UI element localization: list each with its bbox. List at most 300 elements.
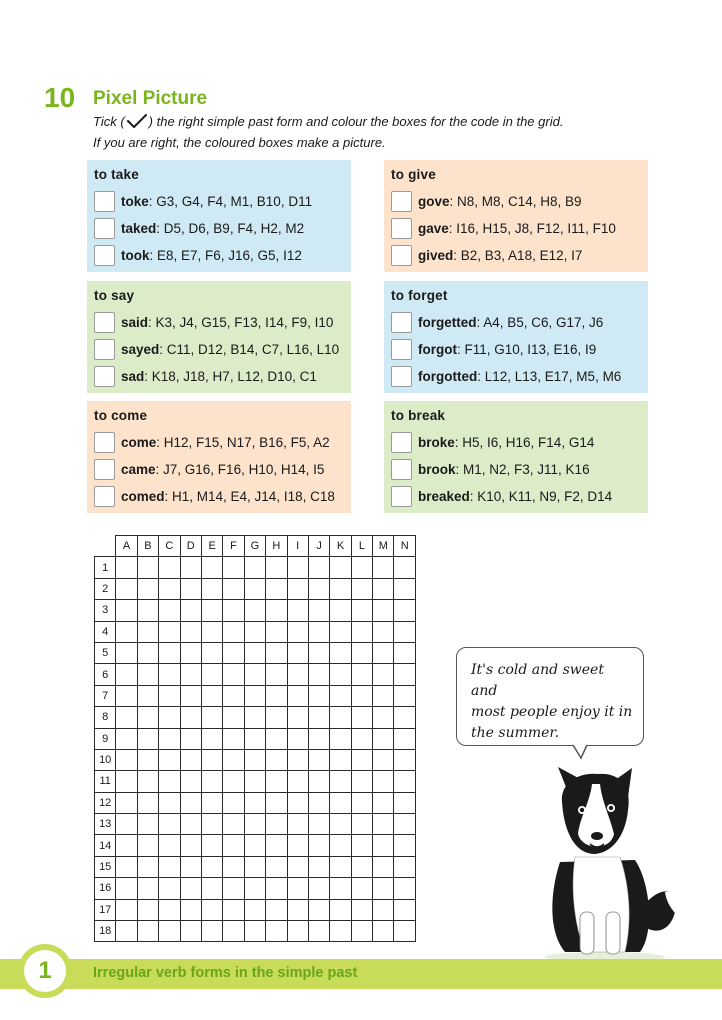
grid-cell[interactable]: [201, 878, 222, 899]
grid-codes: : N8, M8, C14, H8, B9: [449, 194, 582, 209]
grid-cell[interactable]: [287, 921, 308, 942]
grid-cell[interactable]: [330, 792, 351, 813]
grid-cell[interactable]: [201, 707, 222, 728]
grid-cell[interactable]: [394, 642, 415, 663]
grid-cell[interactable]: [373, 728, 394, 749]
grid-cell[interactable]: [330, 749, 351, 770]
grid-cell[interactable]: [330, 814, 351, 835]
grid-cell[interactable]: [159, 899, 180, 920]
grid-cell[interactable]: [137, 578, 158, 599]
grid-cell[interactable]: [244, 728, 265, 749]
grid-cell[interactable]: [373, 899, 394, 920]
grid-cell[interactable]: [287, 771, 308, 792]
option-label: [121, 435, 330, 450]
grid-cell[interactable]: [394, 835, 415, 856]
grid-cell[interactable]: [180, 707, 201, 728]
grid-cell[interactable]: [287, 728, 308, 749]
grid-cell[interactable]: [201, 664, 222, 685]
grid-cell[interactable]: [394, 621, 415, 642]
grid-cell[interactable]: [351, 578, 372, 599]
grid-row: [95, 792, 416, 813]
grid-cell[interactable]: [330, 921, 351, 942]
grid-cell[interactable]: [180, 557, 201, 578]
grid-cell[interactable]: [308, 792, 329, 813]
grid-cell[interactable]: [116, 685, 137, 706]
grid-cell[interactable]: [116, 578, 137, 599]
grid-cell[interactable]: [308, 621, 329, 642]
grid-cell[interactable]: [394, 557, 415, 578]
grid-cell[interactable]: [266, 578, 287, 599]
grid-cell[interactable]: [116, 707, 137, 728]
grid-cell[interactable]: [244, 621, 265, 642]
grid-cell[interactable]: [266, 749, 287, 770]
grid-cell[interactable]: [287, 707, 308, 728]
grid-cell[interactable]: [266, 664, 287, 685]
grid-cell[interactable]: [159, 856, 180, 877]
grid-cell[interactable]: [201, 856, 222, 877]
grid-cell[interactable]: [137, 642, 158, 663]
grid-cell[interactable]: [180, 749, 201, 770]
tick-checkbox[interactable]: [391, 245, 412, 266]
grid-cell[interactable]: [330, 878, 351, 899]
grid-cell[interactable]: [201, 578, 222, 599]
grid-cell[interactable]: [244, 749, 265, 770]
grid-cell[interactable]: [223, 707, 244, 728]
grid-cell[interactable]: [223, 814, 244, 835]
grid-cell[interactable]: [159, 707, 180, 728]
grid-cell[interactable]: [266, 856, 287, 877]
grid-cell[interactable]: [394, 878, 415, 899]
grid-cell[interactable]: [159, 728, 180, 749]
grid-cell[interactable]: [351, 921, 372, 942]
grid-cell[interactable]: [244, 814, 265, 835]
verb-form: broke: [418, 435, 455, 450]
grid-cell[interactable]: [287, 685, 308, 706]
grid-cell[interactable]: [287, 835, 308, 856]
tick-checkbox[interactable]: [391, 432, 412, 453]
grid-cell[interactable]: [351, 814, 372, 835]
grid-cell[interactable]: [308, 835, 329, 856]
option-row: [94, 456, 343, 483]
grid-cell[interactable]: [223, 749, 244, 770]
grid-cell[interactable]: [201, 771, 222, 792]
grid-cell[interactable]: [394, 814, 415, 835]
grid-cell[interactable]: [330, 707, 351, 728]
grid-cell[interactable]: [266, 685, 287, 706]
grid-cell[interactable]: [308, 899, 329, 920]
option-label: [121, 462, 324, 477]
grid-cell[interactable]: [223, 685, 244, 706]
grid-cell[interactable]: [137, 557, 158, 578]
grid-cell[interactable]: [180, 578, 201, 599]
grid-cell[interactable]: [159, 792, 180, 813]
grid-cell[interactable]: [266, 728, 287, 749]
grid-cell[interactable]: [287, 578, 308, 599]
tick-checkbox[interactable]: [391, 486, 412, 507]
grid-cell[interactable]: [180, 792, 201, 813]
verb-form: came: [121, 462, 156, 477]
grid-cell[interactable]: [287, 749, 308, 770]
grid-cell[interactable]: [308, 814, 329, 835]
grid-cell[interactable]: [223, 835, 244, 856]
grid-cell[interactable]: [351, 621, 372, 642]
grid-cell[interactable]: [308, 578, 329, 599]
grid-cell[interactable]: [180, 642, 201, 663]
grid-cell[interactable]: [244, 899, 265, 920]
grid-cell[interactable]: [373, 878, 394, 899]
grid-cell[interactable]: [116, 600, 137, 621]
grid-codes: : C11, D12, B14, C7, L16, L10: [159, 342, 340, 357]
grid-cell[interactable]: [137, 749, 158, 770]
exercise-title: Pixel Picture: [93, 88, 208, 109]
tick-checkbox[interactable]: [94, 432, 115, 453]
grid-cell[interactable]: [266, 771, 287, 792]
option-label: [418, 435, 594, 450]
grid-cell[interactable]: [394, 749, 415, 770]
grid-cell[interactable]: [137, 792, 158, 813]
grid-cell[interactable]: [287, 664, 308, 685]
grid-cell[interactable]: [394, 856, 415, 877]
grid-cell[interactable]: [180, 600, 201, 621]
grid-cell[interactable]: [159, 557, 180, 578]
grid-cell[interactable]: [287, 557, 308, 578]
grid-cell[interactable]: [223, 557, 244, 578]
grid-cell[interactable]: [373, 642, 394, 663]
grid-cell[interactable]: [223, 792, 244, 813]
grid-cell[interactable]: [244, 792, 265, 813]
grid-cell[interactable]: [266, 600, 287, 621]
grid-cell[interactable]: [180, 878, 201, 899]
grid-cell[interactable]: [180, 685, 201, 706]
grid-cell[interactable]: [308, 771, 329, 792]
tick-checkbox[interactable]: [94, 312, 115, 333]
option-row: [391, 363, 640, 390]
grid-row: [95, 749, 416, 770]
grid-cell[interactable]: [308, 878, 329, 899]
grid-cell[interactable]: [223, 600, 244, 621]
grid-cell[interactable]: [266, 707, 287, 728]
grid-cell[interactable]: [244, 771, 265, 792]
grid-cell[interactable]: [244, 642, 265, 663]
grid-cell[interactable]: [244, 856, 265, 877]
grid-cell[interactable]: [180, 771, 201, 792]
grid-cell[interactable]: [159, 878, 180, 899]
grid-cell[interactable]: [351, 557, 372, 578]
grid-cell[interactable]: [287, 899, 308, 920]
grid-cell[interactable]: [373, 835, 394, 856]
grid-cell[interactable]: [137, 878, 158, 899]
grid-cell[interactable]: [223, 878, 244, 899]
grid-cell[interactable]: [201, 899, 222, 920]
grid-cell[interactable]: [330, 685, 351, 706]
grid-cell[interactable]: [137, 600, 158, 621]
grid-cell[interactable]: [201, 921, 222, 942]
grid-cell[interactable]: [180, 856, 201, 877]
grid-cell[interactable]: [394, 664, 415, 685]
grid-cell[interactable]: [266, 835, 287, 856]
grid-cell[interactable]: [116, 856, 137, 877]
grid-cell[interactable]: [137, 707, 158, 728]
grid-cell[interactable]: [308, 921, 329, 942]
grid-cell[interactable]: [159, 600, 180, 621]
grid-cell[interactable]: [244, 557, 265, 578]
grid-cell[interactable]: [394, 899, 415, 920]
grid-cell[interactable]: [116, 728, 137, 749]
grid-cell[interactable]: [394, 771, 415, 792]
grid-cell[interactable]: [159, 814, 180, 835]
grid-cell[interactable]: [137, 899, 158, 920]
grid-cell[interactable]: [201, 835, 222, 856]
grid-cell[interactable]: [351, 664, 372, 685]
grid-cell[interactable]: [159, 578, 180, 599]
grid-cell[interactable]: [137, 728, 158, 749]
grid-cell[interactable]: [308, 642, 329, 663]
grid-cell[interactable]: [244, 707, 265, 728]
grid-cell[interactable]: [308, 728, 329, 749]
tick-checkbox[interactable]: [94, 191, 115, 212]
grid-cell[interactable]: [394, 921, 415, 942]
grid-cell[interactable]: [308, 557, 329, 578]
grid-cell[interactable]: [244, 835, 265, 856]
grid-cell[interactable]: [373, 685, 394, 706]
grid-cell[interactable]: [180, 835, 201, 856]
grid-cell[interactable]: [373, 557, 394, 578]
grid-cell[interactable]: [373, 600, 394, 621]
grid-cell[interactable]: [180, 814, 201, 835]
grid-cell[interactable]: [394, 728, 415, 749]
bubble-line: the summer.: [471, 725, 560, 741]
grid-cell[interactable]: [159, 835, 180, 856]
grid-cell[interactable]: [373, 578, 394, 599]
grid-cell[interactable]: [180, 664, 201, 685]
grid-cell[interactable]: [351, 878, 372, 899]
grid-cell[interactable]: [201, 557, 222, 578]
tick-checkbox[interactable]: [94, 339, 115, 360]
grid-cell[interactable]: [330, 771, 351, 792]
grid-cell[interactable]: [137, 814, 158, 835]
grid-cell[interactable]: [373, 621, 394, 642]
grid-cell[interactable]: [201, 621, 222, 642]
grid-cell[interactable]: [116, 792, 137, 813]
grid-cell[interactable]: [394, 792, 415, 813]
grid-cell[interactable]: [159, 749, 180, 770]
tick-checkbox[interactable]: [391, 191, 412, 212]
grid-cell[interactable]: [116, 621, 137, 642]
grid-cell[interactable]: [180, 899, 201, 920]
grid-cell[interactable]: [373, 856, 394, 877]
grid-cell[interactable]: [330, 557, 351, 578]
grid-cell[interactable]: [223, 856, 244, 877]
grid-cell[interactable]: [159, 771, 180, 792]
grid-cell[interactable]: [287, 856, 308, 877]
grid-cell[interactable]: [180, 921, 201, 942]
grid-cell[interactable]: [394, 600, 415, 621]
grid-cell[interactable]: [116, 899, 137, 920]
grid-cell[interactable]: [330, 600, 351, 621]
grid-cell[interactable]: [137, 664, 158, 685]
tick-checkbox[interactable]: [391, 312, 412, 333]
grid-cell[interactable]: [373, 707, 394, 728]
grid-row: [95, 899, 416, 920]
grid-cell[interactable]: [116, 642, 137, 663]
row-label: 1: [95, 557, 116, 578]
grid-cell[interactable]: [373, 664, 394, 685]
grid-cell[interactable]: [330, 856, 351, 877]
tick-checkbox[interactable]: [94, 486, 115, 507]
grid-cell[interactable]: [180, 728, 201, 749]
tick-checkbox[interactable]: [94, 218, 115, 239]
grid-cell[interactable]: [351, 600, 372, 621]
verb-form: forgetted: [418, 315, 477, 330]
grid-cell[interactable]: [351, 707, 372, 728]
grid-cell[interactable]: [244, 685, 265, 706]
grid-cell[interactable]: [266, 642, 287, 663]
grid-cell[interactable]: [373, 921, 394, 942]
grid-cell[interactable]: [308, 685, 329, 706]
row-label: 15: [95, 856, 116, 877]
grid-cell[interactable]: [330, 621, 351, 642]
grid-cell[interactable]: [373, 749, 394, 770]
grid-cell[interactable]: [287, 621, 308, 642]
grid-cell[interactable]: [266, 621, 287, 642]
grid-cell[interactable]: [373, 771, 394, 792]
grid-cell[interactable]: [266, 878, 287, 899]
option-row: [391, 336, 640, 363]
grid-cell[interactable]: [116, 814, 137, 835]
option-row: [94, 429, 343, 456]
grid-cell[interactable]: [223, 728, 244, 749]
grid-cell[interactable]: [266, 899, 287, 920]
grid-cell[interactable]: [116, 835, 137, 856]
grid-cell[interactable]: [223, 664, 244, 685]
grid-cell[interactable]: [330, 664, 351, 685]
grid-cell[interactable]: [223, 578, 244, 599]
grid-cell[interactable]: [308, 600, 329, 621]
grid-cell[interactable]: [116, 921, 137, 942]
grid-cell[interactable]: [394, 707, 415, 728]
grid-cell[interactable]: [330, 835, 351, 856]
grid-cell[interactable]: [244, 664, 265, 685]
tick-checkbox[interactable]: [391, 339, 412, 360]
grid-cell[interactable]: [116, 749, 137, 770]
grid-header-row: [95, 536, 416, 557]
grid-cell[interactable]: [137, 835, 158, 856]
grid-cell[interactable]: [159, 921, 180, 942]
grid-cell[interactable]: [351, 899, 372, 920]
grid-cell[interactable]: [137, 856, 158, 877]
grid-cell[interactable]: [287, 792, 308, 813]
grid-cell[interactable]: [223, 899, 244, 920]
tick-checkbox[interactable]: [94, 245, 115, 266]
grid-cell[interactable]: [330, 578, 351, 599]
grid-cell[interactable]: [287, 878, 308, 899]
grid-cell[interactable]: [137, 685, 158, 706]
grid-cell[interactable]: [351, 771, 372, 792]
grid-cell[interactable]: [180, 621, 201, 642]
option-label: [418, 221, 616, 236]
option-label: [418, 462, 590, 477]
instruction-text-b: ) the right simple past form and colour the boxes for the code in the grid.: [148, 114, 564, 129]
grid-row: [95, 835, 416, 856]
grid-row: [95, 621, 416, 642]
grid-cell[interactable]: [137, 921, 158, 942]
grid-cell[interactable]: [266, 814, 287, 835]
grid-cell[interactable]: [201, 685, 222, 706]
tick-checkbox[interactable]: [94, 459, 115, 480]
grid-cell[interactable]: [330, 642, 351, 663]
grid-cell[interactable]: [159, 685, 180, 706]
grid-cell[interactable]: [244, 878, 265, 899]
tick-checkbox[interactable]: [391, 366, 412, 387]
grid-cell[interactable]: [223, 771, 244, 792]
grid-cell[interactable]: [330, 728, 351, 749]
grid-cell[interactable]: [159, 664, 180, 685]
grid-cell[interactable]: [116, 878, 137, 899]
grid-cell[interactable]: [330, 899, 351, 920]
grid-cell[interactable]: [287, 600, 308, 621]
tick-checkbox[interactable]: [391, 459, 412, 480]
grid-cell[interactable]: [287, 642, 308, 663]
grid-cell[interactable]: [394, 685, 415, 706]
grid-cell[interactable]: [116, 664, 137, 685]
grid-cell[interactable]: [351, 642, 372, 663]
grid-cell[interactable]: [223, 621, 244, 642]
grid-cell[interactable]: [351, 792, 372, 813]
grid-cell[interactable]: [116, 771, 137, 792]
grid-cell[interactable]: [137, 771, 158, 792]
tick-checkbox[interactable]: [391, 218, 412, 239]
grid-cell[interactable]: [373, 814, 394, 835]
row-label: 14: [95, 835, 116, 856]
grid-cell[interactable]: [351, 728, 372, 749]
grid-cell[interactable]: [201, 814, 222, 835]
grid-cell[interactable]: [351, 749, 372, 770]
grid-cell[interactable]: [201, 728, 222, 749]
grid-cell[interactable]: [201, 600, 222, 621]
grid-cell[interactable]: [287, 814, 308, 835]
grid-cell[interactable]: [201, 749, 222, 770]
grid-cell[interactable]: [159, 621, 180, 642]
grid-cell[interactable]: [351, 835, 372, 856]
grid-cell[interactable]: [373, 792, 394, 813]
grid-cell[interactable]: [223, 642, 244, 663]
grid-cell[interactable]: [223, 921, 244, 942]
grid-cell[interactable]: [351, 685, 372, 706]
grid-cell[interactable]: [266, 792, 287, 813]
grid-cell[interactable]: [201, 642, 222, 663]
grid-cell[interactable]: [201, 792, 222, 813]
grid-codes: : B2, B3, A18, E12, I7: [453, 248, 583, 263]
option-row: [94, 309, 343, 336]
grid-cell[interactable]: [266, 557, 287, 578]
tick-checkbox[interactable]: [94, 366, 115, 387]
grid-cell[interactable]: [351, 856, 372, 877]
grid-cell[interactable]: [308, 856, 329, 877]
grid-cell[interactable]: [116, 557, 137, 578]
grid-row: [95, 921, 416, 942]
grid-cell[interactable]: [244, 600, 265, 621]
grid-cell[interactable]: [308, 749, 329, 770]
grid-cell[interactable]: [394, 578, 415, 599]
grid-cell[interactable]: [308, 707, 329, 728]
grid-codes: : J7, G16, F16, H10, H14, I5: [155, 462, 325, 477]
grid-cell[interactable]: [137, 621, 158, 642]
grid-cell[interactable]: [159, 642, 180, 663]
grid-cell[interactable]: [244, 578, 265, 599]
grid-cell[interactable]: [244, 921, 265, 942]
grid-cell[interactable]: [308, 664, 329, 685]
grid-cell[interactable]: [266, 921, 287, 942]
